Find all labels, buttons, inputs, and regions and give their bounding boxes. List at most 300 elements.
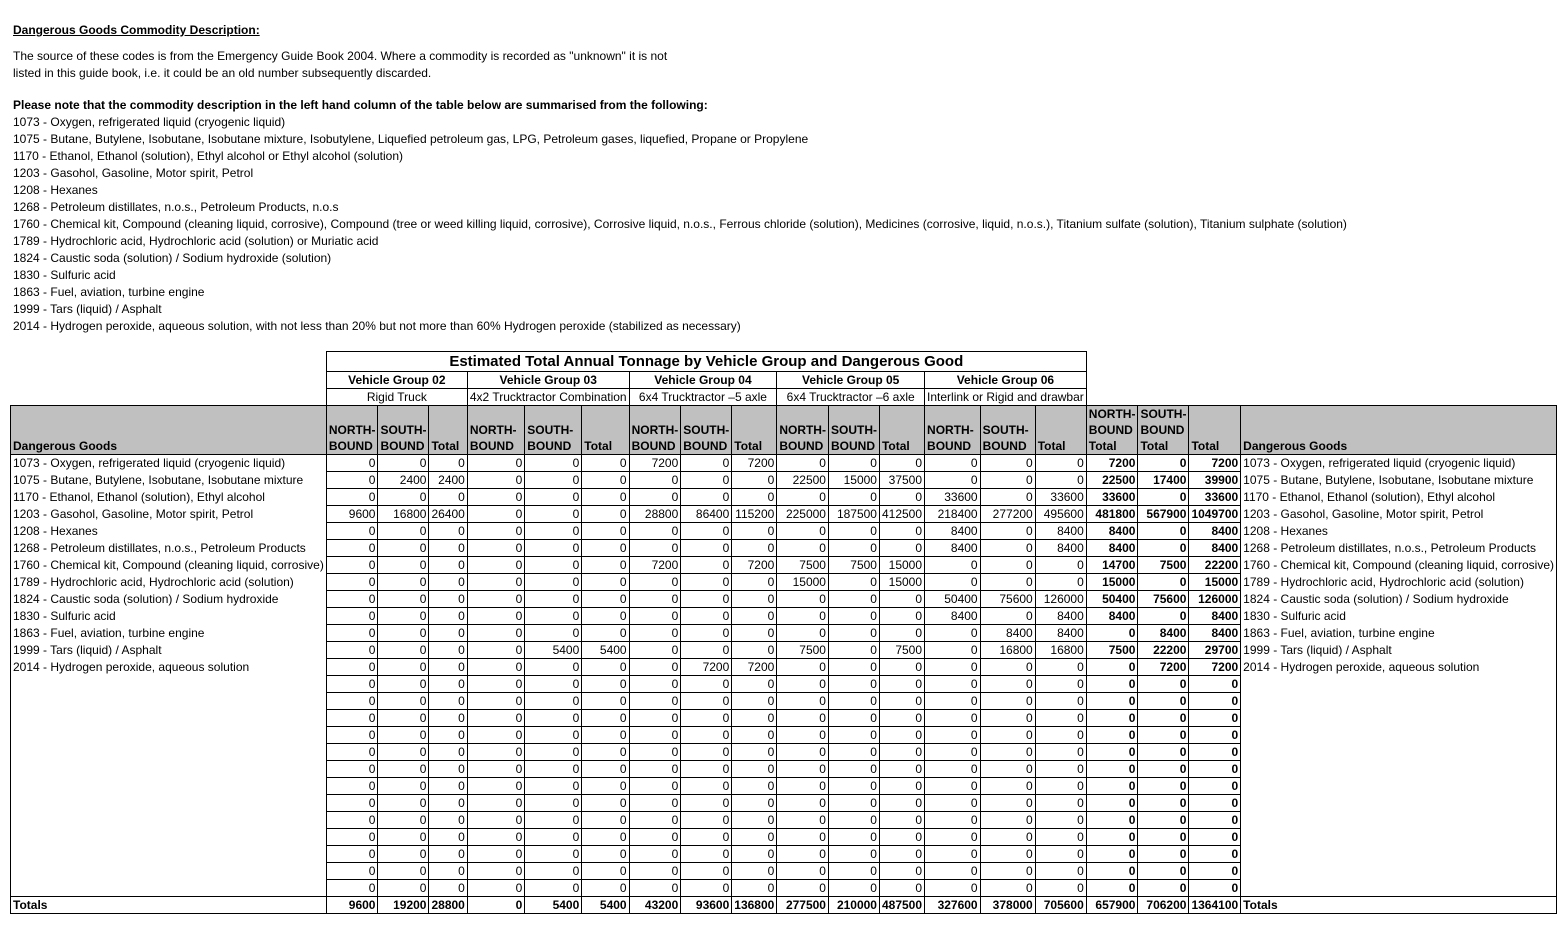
- row-label: 1789 - Hydrochloric acid, Hydrochloric acid (solution): [11, 574, 327, 591]
- cell-value: 0: [732, 863, 777, 880]
- cell-value: 0: [582, 727, 629, 744]
- cell-value: 0: [828, 625, 879, 642]
- table-row: [11, 812, 1557, 829]
- cell-value: 0: [980, 489, 1035, 506]
- cell-total: 8400: [1086, 540, 1138, 557]
- row-label-right: 1170 - Ethanol, Ethanol (solution), Ethyl alcohol: [1241, 489, 1557, 506]
- cell-value: 0: [925, 795, 981, 812]
- cell-value: 0: [732, 642, 777, 659]
- cell-value: 0: [732, 608, 777, 625]
- cell-value: 0: [980, 778, 1035, 795]
- row-label: [11, 761, 327, 778]
- col-header-total: Total: [732, 406, 777, 455]
- cell-value: 0: [525, 523, 582, 540]
- cell-value: 0: [777, 710, 829, 727]
- cell-total: 0: [1138, 829, 1189, 846]
- cell-value: 26400: [429, 506, 467, 523]
- cell-value: 0: [925, 744, 981, 761]
- cell-value: 0: [582, 574, 629, 591]
- cell-value: 8400: [1035, 523, 1086, 540]
- cell-total: 0: [1138, 880, 1189, 897]
- cell-value: 0: [980, 744, 1035, 761]
- cell-value: 0: [378, 693, 429, 710]
- cell-value: 0: [980, 812, 1035, 829]
- row-label-right: [1241, 744, 1557, 761]
- cell-value: 0: [467, 489, 524, 506]
- cell-value: 0: [980, 727, 1035, 744]
- cell-value: 15000: [777, 574, 829, 591]
- cell-value: 0: [777, 489, 829, 506]
- col-header-north: NORTH-BOUND: [467, 406, 524, 455]
- cell-value: 0: [681, 880, 732, 897]
- cell-value: 0: [582, 523, 629, 540]
- cell-value: 0: [879, 863, 924, 880]
- col-header-total: Total: [429, 406, 467, 455]
- cell-value: 0: [1035, 659, 1086, 676]
- cell-value: 0: [732, 744, 777, 761]
- row-label: [11, 812, 327, 829]
- cell-value: 0: [777, 625, 829, 642]
- cell-value: 0: [467, 761, 524, 778]
- cell-value: 0: [828, 642, 879, 659]
- cell-value: 8400: [925, 540, 981, 557]
- col-header-dangerous-goods: Dangerous Goods: [11, 406, 327, 455]
- cell-value: 0: [681, 557, 732, 574]
- cell-value: 0: [879, 778, 924, 795]
- table-row: [11, 710, 1557, 727]
- cell-total: 7200: [1138, 659, 1189, 676]
- cell-value: 0: [525, 761, 582, 778]
- cell-value: 0: [582, 506, 629, 523]
- cell-value: 0: [326, 795, 378, 812]
- cell-value: 0: [378, 812, 429, 829]
- cell-value: 0: [1035, 846, 1086, 863]
- cell-total: 1049700: [1189, 506, 1241, 523]
- cell-value: 15000: [828, 472, 879, 489]
- cell-value: 218400: [925, 506, 981, 523]
- cell-value: 0: [378, 846, 429, 863]
- cell-value: 0: [925, 693, 981, 710]
- total-value: 93600: [681, 897, 732, 914]
- tonnage-table: [10, 351, 1557, 914]
- cell-value: 0: [732, 710, 777, 727]
- cell-value: 0: [980, 880, 1035, 897]
- cell-value: 0: [925, 472, 981, 489]
- cell-value: 0: [525, 557, 582, 574]
- table-title: Estimated Total Annual Tonnage by Vehicle Group and Dangerous Good: [326, 352, 1086, 372]
- group-subheader: 4x2 Trucktractor Combination: [467, 389, 629, 406]
- cell-total: 8400: [1189, 540, 1241, 557]
- row-label: [11, 880, 327, 897]
- code-list: [13, 114, 1463, 335]
- cell-value: 0: [879, 795, 924, 812]
- cell-value: 0: [582, 795, 629, 812]
- cell-value: 0: [980, 557, 1035, 574]
- cell-value: 0: [828, 761, 879, 778]
- cell-value: 0: [467, 540, 524, 557]
- cell-value: 0: [629, 880, 681, 897]
- cell-value: 0: [525, 727, 582, 744]
- cell-value: 0: [980, 608, 1035, 625]
- cell-value: 0: [326, 489, 378, 506]
- cell-value: 0: [525, 778, 582, 795]
- row-label-right: 1830 - Sulfuric acid: [1241, 608, 1557, 625]
- cell-total: 0: [1138, 795, 1189, 812]
- cell-total: 75600: [1138, 591, 1189, 608]
- group-header: Vehicle Group 04: [629, 372, 777, 389]
- cell-total: 0: [1189, 710, 1241, 727]
- cell-value: 0: [429, 523, 467, 540]
- cell-total: 0: [1138, 574, 1189, 591]
- cell-value: 0: [828, 455, 879, 472]
- cell-total: 0: [1189, 846, 1241, 863]
- cell-value: 0: [777, 455, 829, 472]
- cell-value: 0: [980, 676, 1035, 693]
- cell-value: 0: [467, 557, 524, 574]
- total-value: 327600: [925, 897, 981, 914]
- cell-value: 0: [681, 710, 732, 727]
- cell-value: 0: [879, 693, 924, 710]
- row-label-right: [1241, 795, 1557, 812]
- cell-value: 0: [525, 489, 582, 506]
- cell-value: 0: [326, 574, 378, 591]
- cell-value: 0: [582, 489, 629, 506]
- row-label-right: [1241, 863, 1557, 880]
- code-line: 1268 - Petroleum distillates, n.o.s., Petroleum Products, n.o.s: [13, 200, 339, 214]
- cell-value: 0: [582, 591, 629, 608]
- row-label: 1863 - Fuel, aviation, turbine engine: [11, 625, 327, 642]
- cell-value: 0: [629, 642, 681, 659]
- cell-value: 0: [879, 812, 924, 829]
- cell-value: 0: [681, 778, 732, 795]
- col-header-south: SOUTH-BOUND: [980, 406, 1035, 455]
- cell-value: 0: [429, 727, 467, 744]
- cell-value: 187500: [828, 506, 879, 523]
- cell-value: 0: [828, 693, 879, 710]
- cell-value: 0: [467, 455, 524, 472]
- cell-value: 2400: [378, 472, 429, 489]
- cell-value: 7500: [879, 642, 924, 659]
- totals-label-right: Totals: [1241, 897, 1557, 914]
- cell-value: 0: [777, 880, 829, 897]
- cell-total: 7500: [1138, 557, 1189, 574]
- cell-value: 0: [467, 829, 524, 846]
- cell-value: 0: [326, 659, 378, 676]
- row-label-right: [1241, 676, 1557, 693]
- table-row: [11, 472, 1557, 489]
- cell-value: 0: [828, 812, 879, 829]
- cell-value: 0: [525, 863, 582, 880]
- col-header-south-total: SOUTH-BOUND Total: [1138, 406, 1189, 455]
- cell-total: 0: [1189, 727, 1241, 744]
- cell-value: 0: [378, 676, 429, 693]
- cell-value: 0: [828, 829, 879, 846]
- cell-total: 8400: [1086, 608, 1138, 625]
- cell-value: 0: [629, 744, 681, 761]
- cell-total: 0: [1189, 778, 1241, 795]
- cell-value: 0: [777, 693, 829, 710]
- cell-value: 0: [326, 676, 378, 693]
- cell-value: 0: [582, 472, 629, 489]
- table-row: [11, 880, 1557, 897]
- cell-total: 7200: [1189, 659, 1241, 676]
- cell-value: 0: [429, 795, 467, 812]
- table-row: [11, 744, 1557, 761]
- total-value: 28800: [429, 897, 467, 914]
- table-row: [11, 540, 1557, 557]
- cell-value: 0: [525, 744, 582, 761]
- table-row: [11, 489, 1557, 506]
- source-paragraph: The source of these codes is from the Emergency Guide Book 2004. Where a commodity is recorded as "unknown" it is not listed in this guide book, i.e. it could be an old number subsequently discarded.: [13, 49, 668, 80]
- cell-value: 0: [879, 676, 924, 693]
- cell-total: 7200: [1189, 455, 1241, 472]
- cell-value: 0: [681, 540, 732, 557]
- cell-value: 0: [879, 710, 924, 727]
- cell-value: 115200: [732, 506, 777, 523]
- cell-total: 0: [1138, 744, 1189, 761]
- cell-value: 0: [525, 574, 582, 591]
- cell-value: 0: [1035, 574, 1086, 591]
- cell-value: 0: [879, 829, 924, 846]
- col-header-total: Total: [879, 406, 924, 455]
- col-header-total: Total: [1035, 406, 1086, 455]
- cell-value: 0: [681, 591, 732, 608]
- row-label-right: [1241, 812, 1557, 829]
- cell-value: 0: [326, 523, 378, 540]
- row-label-right: 1760 - Chemical kit, Compound (cleaning liquid, corrosive): [1241, 557, 1557, 574]
- cell-total: 0: [1138, 727, 1189, 744]
- cell-value: 8400: [925, 523, 981, 540]
- cell-value: 0: [629, 659, 681, 676]
- cell-value: 33600: [1035, 489, 1086, 506]
- cell-value: 0: [925, 880, 981, 897]
- cell-value: 0: [326, 710, 378, 727]
- cell-total: 0: [1138, 846, 1189, 863]
- cell-value: 0: [777, 846, 829, 863]
- cell-value: 0: [777, 676, 829, 693]
- group-header: Vehicle Group 05: [777, 372, 925, 389]
- code-line: 2014 - Hydrogen peroxide, aqueous solution, with not less than 20% but not more than 60% Hydrogen peroxide (stabilized as necessary): [13, 319, 741, 333]
- cell-value: 0: [828, 863, 879, 880]
- cell-total: 0: [1086, 676, 1138, 693]
- code-line: 1208 - Hexanes: [13, 183, 98, 197]
- grand-total-value: 1364100: [1189, 897, 1241, 914]
- cell-total: 0: [1189, 829, 1241, 846]
- cell-value: 0: [326, 642, 378, 659]
- cell-value: 0: [378, 642, 429, 659]
- cell-total: 14700: [1086, 557, 1138, 574]
- cell-value: 0: [629, 829, 681, 846]
- cell-value: 0: [828, 591, 879, 608]
- cell-value: 0: [828, 574, 879, 591]
- cell-value: 0: [777, 523, 829, 540]
- cell-total: 0: [1189, 744, 1241, 761]
- group-header: Vehicle Group 03: [467, 372, 629, 389]
- cell-value: 0: [629, 846, 681, 863]
- col-header-south: SOUTH-BOUND: [525, 406, 582, 455]
- cell-value: 0: [925, 659, 981, 676]
- total-value: 19200: [378, 897, 429, 914]
- cell-value: 0: [681, 676, 732, 693]
- cell-value: 0: [828, 523, 879, 540]
- table-row: [11, 795, 1557, 812]
- cell-value: 0: [732, 795, 777, 812]
- cell-value: 0: [732, 846, 777, 863]
- cell-value: 0: [467, 710, 524, 727]
- cell-value: 0: [980, 540, 1035, 557]
- cell-value: 495600: [1035, 506, 1086, 523]
- row-label: [11, 727, 327, 744]
- note-text: Please note that the commodity description in the left hand column of the table below are summarised from the following:: [13, 98, 708, 112]
- cell-value: 0: [980, 829, 1035, 846]
- row-label: 1824 - Caustic soda (solution) / Sodium hydroxide: [11, 591, 327, 608]
- cell-value: 37500: [879, 472, 924, 489]
- cell-value: 0: [525, 829, 582, 846]
- total-value: 487500: [879, 897, 924, 914]
- cell-value: 0: [629, 812, 681, 829]
- table-row: [11, 625, 1557, 642]
- cell-value: 0: [525, 676, 582, 693]
- row-label-right: [1241, 727, 1557, 744]
- cell-value: 0: [525, 693, 582, 710]
- cell-value: 15000: [879, 574, 924, 591]
- row-label: 1203 - Gasohol, Gasoline, Motor spirit, Petrol: [11, 506, 327, 523]
- cell-value: 8400: [925, 608, 981, 625]
- cell-value: 0: [681, 795, 732, 812]
- row-label: 1268 - Petroleum distillates, n.o.s., Petroleum Products: [11, 540, 327, 557]
- cell-total: 0: [1189, 795, 1241, 812]
- cell-value: 0: [925, 455, 981, 472]
- row-label-right: [1241, 846, 1557, 863]
- cell-value: 0: [879, 880, 924, 897]
- cell-value: 0: [467, 608, 524, 625]
- table-row: [11, 574, 1557, 591]
- cell-value: 0: [378, 591, 429, 608]
- cell-value: 0: [326, 591, 378, 608]
- cell-value: 0: [777, 795, 829, 812]
- cell-value: 0: [732, 727, 777, 744]
- cell-value: 0: [980, 472, 1035, 489]
- cell-value: 0: [980, 795, 1035, 812]
- cell-value: 28800: [629, 506, 681, 523]
- grand-total-value: 657900: [1086, 897, 1138, 914]
- cell-value: 0: [326, 846, 378, 863]
- cell-value: 0: [525, 880, 582, 897]
- cell-total: 15000: [1189, 574, 1241, 591]
- cell-value: 0: [629, 523, 681, 540]
- cell-total: 481800: [1086, 506, 1138, 523]
- cell-value: 0: [429, 778, 467, 795]
- cell-value: 0: [925, 625, 981, 642]
- row-label: [11, 676, 327, 693]
- cell-value: 0: [732, 625, 777, 642]
- cell-value: 0: [1035, 863, 1086, 880]
- cell-total: 0: [1138, 710, 1189, 727]
- cell-value: 0: [525, 846, 582, 863]
- cell-value: 0: [429, 540, 467, 557]
- cell-value: 75600: [980, 591, 1035, 608]
- cell-value: 0: [732, 880, 777, 897]
- cell-value: 0: [828, 608, 879, 625]
- cell-total: 0: [1138, 778, 1189, 795]
- cell-value: 0: [582, 557, 629, 574]
- cell-value: 0: [1035, 557, 1086, 574]
- cell-total: 0: [1189, 812, 1241, 829]
- cell-value: 0: [732, 761, 777, 778]
- cell-value: 0: [525, 455, 582, 472]
- cell-value: 0: [525, 540, 582, 557]
- group-subheader: 6x4 Trucktractor –5 axle: [629, 389, 777, 406]
- cell-value: 0: [732, 676, 777, 693]
- cell-value: 7200: [732, 455, 777, 472]
- cell-total: 0: [1086, 727, 1138, 744]
- cell-value: 0: [467, 642, 524, 659]
- cell-total: 0: [1138, 761, 1189, 778]
- row-label-right: 1863 - Fuel, aviation, turbine engine: [1241, 625, 1557, 642]
- cell-value: 16800: [378, 506, 429, 523]
- cell-total: 567900: [1138, 506, 1189, 523]
- cell-value: 0: [582, 455, 629, 472]
- total-value: 378000: [980, 897, 1035, 914]
- row-label-right: 1208 - Hexanes: [1241, 523, 1557, 540]
- cell-value: 0: [828, 846, 879, 863]
- cell-value: 0: [980, 574, 1035, 591]
- cell-value: 0: [467, 523, 524, 540]
- row-label: 1830 - Sulfuric acid: [11, 608, 327, 625]
- cell-value: 0: [429, 829, 467, 846]
- row-label: 1760 - Chemical kit, Compound (cleaning liquid, corrosive): [11, 557, 327, 574]
- cell-value: 0: [629, 540, 681, 557]
- cell-value: 0: [777, 659, 829, 676]
- cell-value: 0: [879, 625, 924, 642]
- cell-value: 0: [681, 523, 732, 540]
- cell-value: 22500: [777, 472, 829, 489]
- cell-value: 0: [378, 863, 429, 880]
- cell-total: 0: [1189, 863, 1241, 880]
- cell-value: 0: [828, 489, 879, 506]
- row-label: 1073 - Oxygen, refrigerated liquid (cryogenic liquid): [11, 455, 327, 472]
- cell-total: 0: [1086, 710, 1138, 727]
- cell-total: 8400: [1086, 523, 1138, 540]
- cell-value: 0: [429, 608, 467, 625]
- cell-value: 5400: [525, 642, 582, 659]
- cell-value: 0: [681, 863, 732, 880]
- row-label-right: 1203 - Gasohol, Gasoline, Motor spirit, Petrol: [1241, 506, 1557, 523]
- cell-value: 0: [732, 523, 777, 540]
- cell-value: 0: [879, 727, 924, 744]
- cell-value: 0: [1035, 761, 1086, 778]
- row-label-right: 1824 - Caustic soda (solution) / Sodium hydroxide: [1241, 591, 1557, 608]
- cell-value: 0: [378, 795, 429, 812]
- row-label: [11, 744, 327, 761]
- cell-value: 0: [429, 863, 467, 880]
- cell-total: 0: [1138, 693, 1189, 710]
- table-row: [11, 455, 1557, 472]
- cell-value: 7200: [629, 557, 681, 574]
- cell-value: 0: [777, 812, 829, 829]
- cell-value: 33600: [925, 489, 981, 506]
- code-line: 1999 - Tars (liquid) / Asphalt: [13, 302, 162, 316]
- cell-value: 15000: [879, 557, 924, 574]
- cell-value: 0: [378, 744, 429, 761]
- cell-value: 0: [582, 710, 629, 727]
- cell-value: 0: [467, 778, 524, 795]
- table-row: [11, 591, 1557, 608]
- code-line: 1073 - Oxygen, refrigerated liquid (cryogenic liquid): [13, 115, 286, 129]
- cell-value: 0: [1035, 727, 1086, 744]
- col-header-north: NORTH-BOUND: [925, 406, 981, 455]
- cell-value: 0: [378, 540, 429, 557]
